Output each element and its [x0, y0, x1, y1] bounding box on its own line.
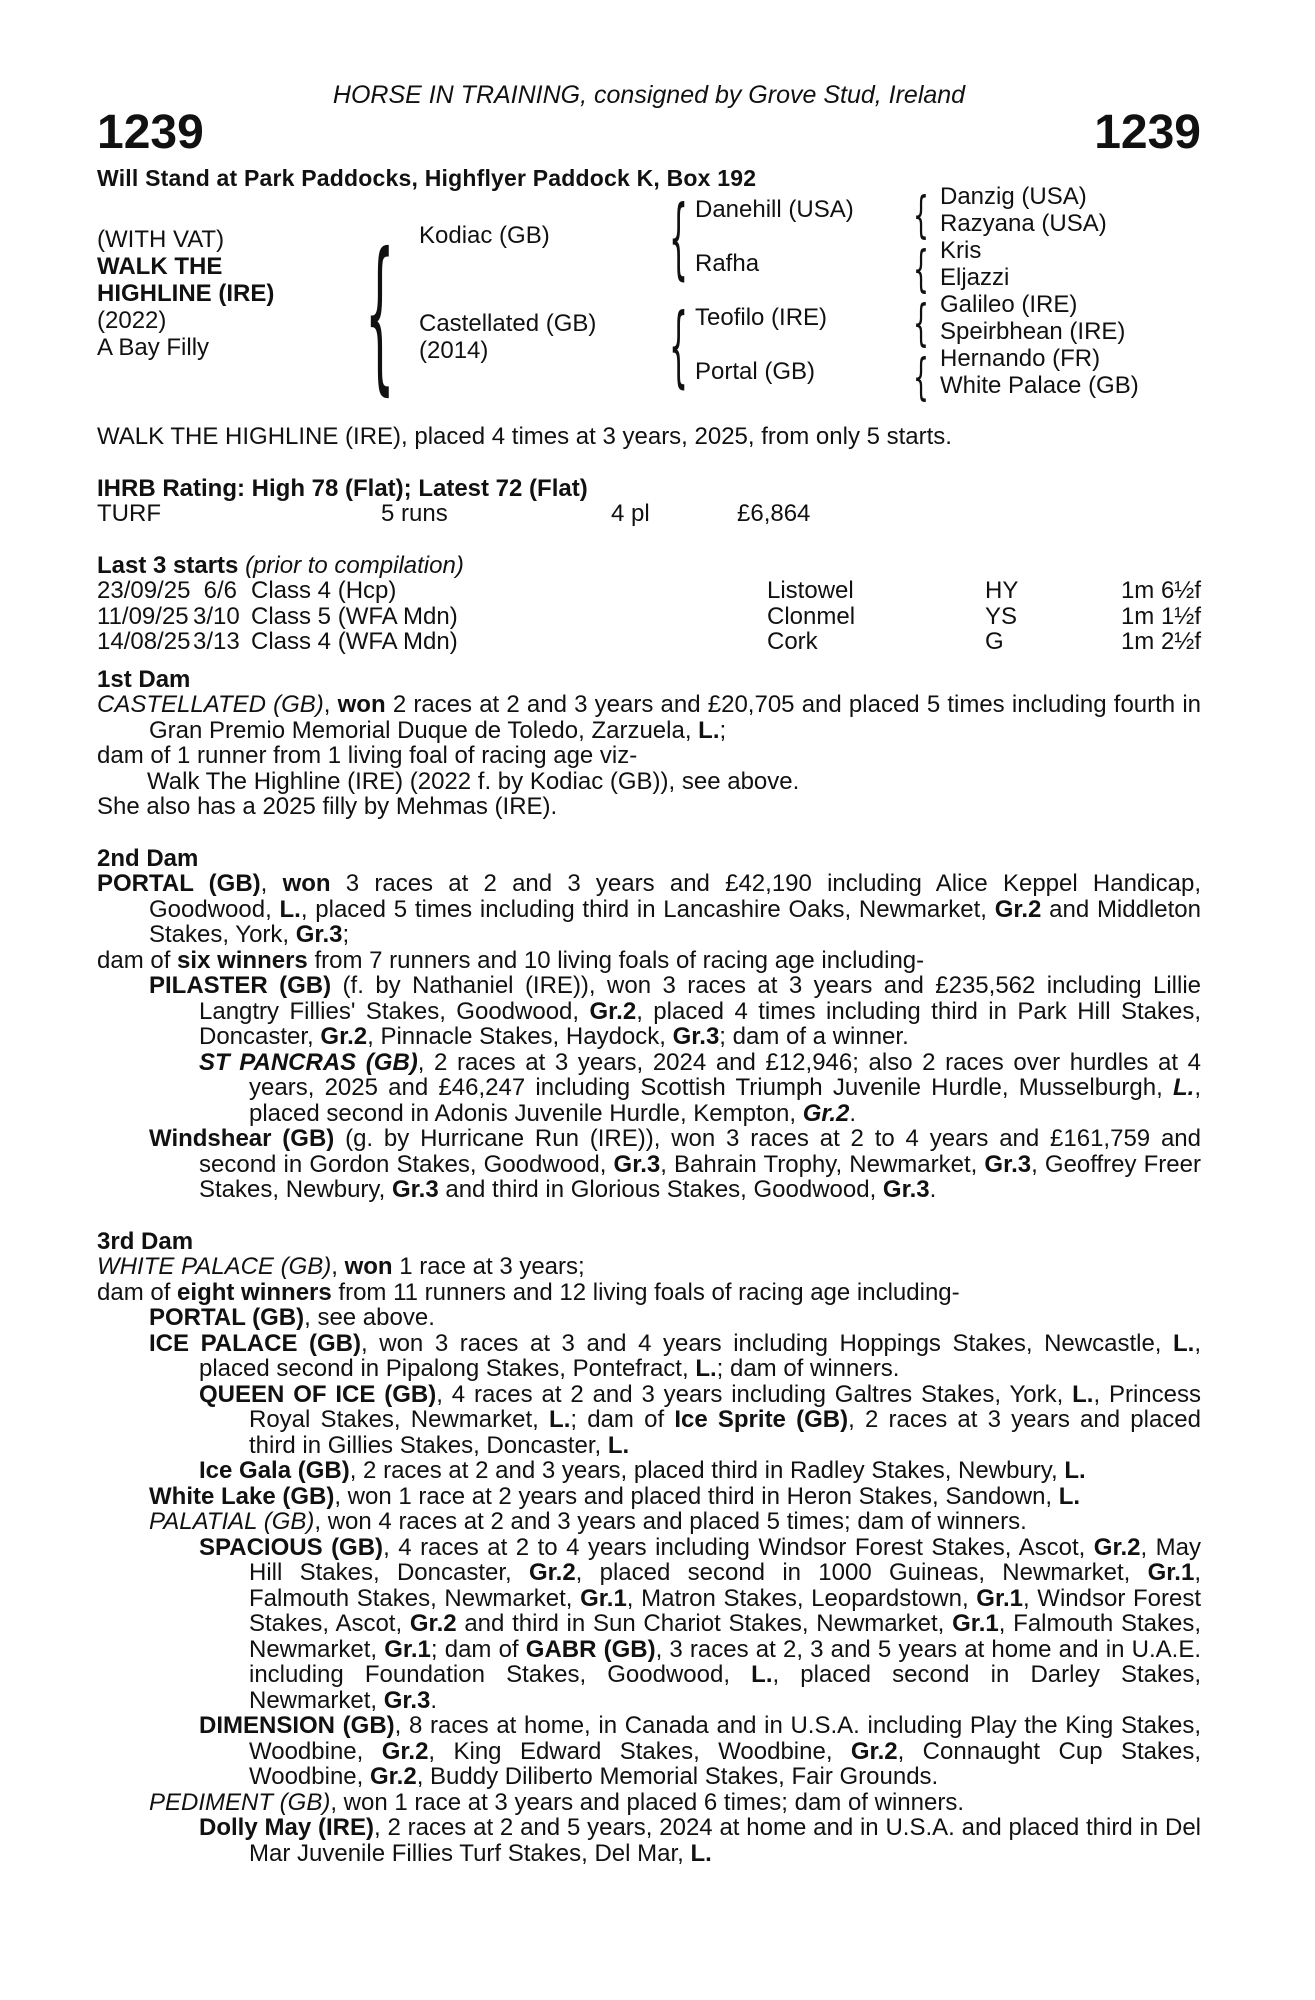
- listed-tag: L.: [279, 895, 301, 923]
- first-dam-heading: 1st Dam: [97, 665, 191, 693]
- start-position: 6/6: [203, 577, 237, 604]
- dam-name: Castellated (GB): [419, 310, 597, 337]
- produce-entry: [97, 1382, 1201, 1459]
- group-tag: Gr.2: [369, 1763, 417, 1790]
- sire-sire: Danehill (USA): [695, 196, 854, 223]
- ancestor-2: Razyana (USA): [940, 210, 1107, 237]
- record-text: ; dam of: [570, 1406, 675, 1433]
- listed-tag: L.: [1072, 1380, 1094, 1408]
- winners-count: six winners: [177, 946, 308, 974]
- brace-sire: {: [669, 186, 689, 289]
- listed-tag: L.: [690, 1839, 712, 1867]
- record-text: ; dam of: [430, 1635, 526, 1663]
- group-tag: Gr.1: [384, 1635, 431, 1663]
- listed-tag: L.: [1058, 1482, 1081, 1510]
- record-text: , Geoffrey Freer Stakes, Newbury,: [199, 1150, 1201, 1203]
- produce-name: Ice Gala (GB): [199, 1457, 350, 1484]
- produce-name: QUEEN OF ICE (GB): [199, 1380, 437, 1408]
- record-text: 3 races at 2 and 3 years and £42,190 including Alice Keppel Handicap, Goodwood,: [149, 870, 1201, 923]
- record-text: from 7 runners and 10 living foals of racing age including-: [307, 946, 925, 974]
- won-label: won: [337, 691, 386, 718]
- brace-dam: {: [669, 294, 689, 397]
- start-going: G: [985, 628, 1004, 655]
- produce-name: PEDIMENT (GB): [149, 1788, 331, 1816]
- record-text: , won 3 races at 3 and 4 years including Hoppings Stakes, Newcastle,: [361, 1329, 1174, 1357]
- start-distance: 1m 1½f: [1120, 602, 1201, 630]
- group-tag: Gr.2: [1093, 1533, 1141, 1561]
- won-label: won: [344, 1253, 393, 1280]
- starts-heading: Last 3 starts: [97, 551, 239, 579]
- record-text: from 11 runners and 12 living foals of racing age including-: [331, 1278, 960, 1306]
- starts-table: [97, 578, 1201, 655]
- record-text: , Princess Royal Stakes, Newmarket,: [249, 1380, 1202, 1433]
- vat-note: (WITH VAT): [97, 226, 225, 253]
- first-dam-name: CASTELLATED (GB): [97, 691, 324, 718]
- produce-entry: [97, 1790, 1201, 1816]
- brace-gen1: {: [365, 218, 395, 411]
- record-text: and third in Sun Chariot Stakes, Newmarket,: [456, 1610, 953, 1637]
- produce-entry: [97, 1126, 1201, 1203]
- start-date: 11/09/25: [97, 602, 189, 630]
- dam-sire: Teofilo (IRE): [695, 304, 828, 331]
- horse-year: (2022): [97, 307, 167, 334]
- catalogue-body: [97, 412, 1201, 1866]
- record-text: , 8 races at home, in Canada and in U.S.A. including Play the King Stakes, Woodbine,: [249, 1712, 1201, 1765]
- record-text: , 4 races at 2 and 3 years including Galtres Stakes, York,: [436, 1380, 1073, 1408]
- first-dam-foal: Walk The Highline (IRE) (2022 f. by Kodiac (GB)), see above.: [147, 767, 800, 795]
- record-text: (f. by Nathaniel (IRE)), won 3 races at 3 years and £235,562 including Lillie Langtry Fillies' Stakes, Goodwood,: [199, 972, 1201, 1025]
- second-dam-record: PORTAL (GB), won 3 races at 2 and 3 years and £42,190 including Alice Keppel Handicap, Goodwood, L., placed 5 times including third in Lancashire Oaks, Newmarket, Gr.2 and Middleton Stakes, York, Gr.3;: [97, 870, 1202, 948]
- lot-number-row: [97, 106, 1201, 160]
- catalogue-page: [97, 80, 1201, 1866]
- start-date: 23/09/25: [97, 577, 191, 604]
- start-course: Listowel: [767, 577, 854, 604]
- second-dam-produce: [97, 948, 1201, 974]
- group-tag: Gr.2: [528, 1559, 576, 1586]
- stand-location: Will Stand at Park Paddocks, Highflyer Paddock K, Box 192: [97, 165, 757, 191]
- record-text: .: [430, 1686, 438, 1714]
- group-tag: Gr.3: [882, 1176, 930, 1203]
- produce-entry: [97, 1484, 1201, 1510]
- record-text: , 2 races at 3 years, 2024 and £12,946; also 2 races over hurdles at 4 years, 2025 and £46,247 including Scottish Triumph Juvenile Hurdle, Musselburgh,: [249, 1048, 1201, 1101]
- start-date: 14/08/25: [97, 628, 191, 655]
- group-tag: Gr.2: [850, 1737, 898, 1765]
- group-tag: Gr.2: [589, 997, 637, 1025]
- winners-count: eight winners: [177, 1278, 332, 1306]
- rating-runs: 5 runs: [381, 500, 448, 527]
- record-text: (g. by Hurricane Run (IRE)), won 3 races at 2 to 4 years and £161,759 and second in Gordon Stakes, Goodwood,: [199, 1125, 1202, 1178]
- start-distance: 1m 6½f: [1120, 577, 1201, 604]
- group-tag: Gr.3: [984, 1150, 1032, 1178]
- pedigree-tree: [97, 183, 1201, 412]
- record-text: ;: [342, 921, 350, 948]
- record-text: , Connaught Cup Stakes, Woodbine,: [249, 1737, 1201, 1790]
- group-tag: Gr.3: [295, 921, 343, 948]
- horse-name-line1: WALK THE: [97, 253, 223, 280]
- listed-tag: L.: [698, 716, 720, 744]
- first-dam-text: 2 races at 2 and 3 years and £20,705 and placed 5 times including fourth in Gran Premio Memorial Duque de Toledo, Zarzuela,: [149, 691, 1202, 744]
- listed-tag: L.: [1064, 1457, 1086, 1484]
- produce-name: Ice Sprite (GB): [674, 1406, 849, 1433]
- record-text: , Pinnacle Stakes, Haydock,: [367, 1023, 673, 1050]
- produce-entry: [97, 973, 1201, 1050]
- record-text: , won 1 race at 3 years and placed 6 times; dam of winners.: [330, 1788, 964, 1816]
- produce-entry: [97, 1050, 1201, 1127]
- record-text: dam of: [97, 946, 178, 974]
- rating-row: [97, 501, 1201, 527]
- group-tag: Gr.3: [672, 1023, 720, 1050]
- brace-g3: {: [913, 294, 929, 352]
- rating-placed: 4 pl: [611, 500, 650, 527]
- record-text: , Windsor Forest Stakes, Ascot,: [249, 1584, 1202, 1637]
- consignment-line: HORSE IN TRAINING, consigned by Grove Stud, Ireland: [332, 81, 966, 109]
- record-text: , placed second in Darley Stakes, Newmarket,: [249, 1661, 1201, 1714]
- start-going: YS: [985, 602, 1018, 630]
- produce-name: Dolly May (IRE): [199, 1814, 374, 1841]
- produce-entry: [97, 1331, 1201, 1382]
- record-text: 1 race at 3 years;: [392, 1253, 585, 1280]
- first-dam-text: ;: [719, 716, 727, 744]
- produce-name: DIMENSION (GB): [199, 1712, 395, 1739]
- brace-g4: {: [913, 348, 929, 406]
- group-tag: Gr.3: [613, 1150, 661, 1178]
- produce-name: SPACIOUS (GB): [199, 1533, 384, 1561]
- produce-entry: [97, 1458, 1201, 1484]
- record-text: , placed 5 times including third in Lancashire Oaks, Newmarket,: [300, 895, 995, 923]
- group-tag: Gr.3: [383, 1686, 431, 1714]
- produce-name: PALATIAL (GB): [149, 1508, 315, 1535]
- record-text: .: [929, 1176, 937, 1203]
- lot-number-right: 1239: [1094, 106, 1201, 159]
- produce-name: PILASTER (GB): [149, 972, 332, 999]
- third-dam-produce: [97, 1280, 1201, 1306]
- group-tag: Gr.1: [1147, 1559, 1195, 1586]
- start-row: [97, 578, 1201, 604]
- won-label: won: [282, 870, 331, 897]
- record-text: , 3 races at 2, 3 and 5 years at home and in U.A.E. including Foundation Stakes, Goodwood,: [249, 1635, 1202, 1688]
- start-race: Class 4 (WFA Mdn): [251, 628, 458, 655]
- ancestor-7: Hernando (FR): [940, 345, 1101, 372]
- ancestor-3: Kris: [940, 237, 982, 264]
- race-summary: WALK THE HIGHLINE (IRE), placed 4 times at 3 years, 2025, from only 5 starts.: [97, 423, 952, 450]
- record-text: , 2 races at 2 and 3 years, placed third in Radley Stakes, Newbury,: [349, 1457, 1065, 1484]
- third-dam-name: WHITE PALACE (GB): [97, 1253, 332, 1280]
- lot-number-left: 1239: [97, 106, 204, 159]
- start-course: Clonmel: [767, 602, 856, 630]
- group-tag: Gr.1: [580, 1584, 627, 1612]
- record-text: , won 4 races at 2 and 3 years and placed 5 times; dam of winners.: [314, 1508, 1027, 1535]
- third-dam-record: WHITE PALACE (GB), won 1 race at 3 years;: [97, 1253, 585, 1280]
- start-race: Class 4 (Hcp): [251, 577, 397, 604]
- sire-dam: Rafha: [695, 250, 760, 277]
- group-tag: Gr.2: [381, 1737, 429, 1765]
- listed-tag: L.: [1173, 1329, 1195, 1357]
- first-dam-record: CASTELLATED (GB), won 2 races at 2 and 3 years and £20,705 and placed 5 times including fourth in Gran Premio Memorial Duque de Toledo, Zarzuela, L.;: [97, 691, 1202, 744]
- ancestor-5: Galileo (IRE): [940, 291, 1078, 318]
- starts-note: (prior to compilation): [245, 551, 464, 579]
- dam-year: (2014): [419, 337, 489, 364]
- produce-entry: [97, 1815, 1201, 1866]
- start-race: Class 5 (WFA Mdn): [251, 602, 458, 630]
- ancestor-8: White Palace (GB): [940, 372, 1139, 399]
- produce-name: White Lake (GB): [149, 1482, 335, 1510]
- record-text: , placed 4 times including third in Park Hill Stakes, Doncaster,: [199, 997, 1201, 1050]
- record-text: and Middleton Stakes, York,: [149, 895, 1202, 948]
- record-text: , May Hill Stakes, Doncaster,: [249, 1533, 1201, 1586]
- first-dam-produce: dam of 1 runner from 1 living foal of racing age viz-: [97, 742, 638, 769]
- group-tag: Gr.2: [320, 1023, 368, 1050]
- record-text: , King Edward Stakes, Woodbine,: [428, 1737, 851, 1765]
- ancestor-1: Danzig (USA): [940, 183, 1087, 210]
- third-dam-heading: 3rd Dam: [97, 1227, 194, 1255]
- rating-heading: IHRB Rating: High 78 (Flat); Latest 72 (Flat): [97, 474, 588, 502]
- start-row: [97, 604, 1201, 630]
- starts-heading-line: [97, 553, 1201, 579]
- ancestor-6: Speirbhean (IRE): [940, 318, 1126, 345]
- record-text: , placed second in Pipalong Stakes, Pontefract,: [199, 1329, 1202, 1382]
- rating-surface: TURF: [97, 500, 161, 527]
- produce-name: PORTAL (GB): [149, 1304, 305, 1331]
- second-dam-name: PORTAL (GB): [97, 870, 261, 897]
- brace-g2: {: [913, 240, 929, 298]
- sire-name: Kodiac (GB): [419, 222, 550, 249]
- record-text: .: [849, 1099, 857, 1127]
- first-dam-also: She also has a 2025 filly by Mehmas (IRE).: [97, 793, 558, 820]
- group-tag: Gr.2: [994, 895, 1042, 923]
- produce-name: GABR (GB): [525, 1635, 656, 1663]
- record-text: and third in Glorious Stakes, Goodwood,: [438, 1176, 883, 1203]
- record-text: , see above.: [304, 1304, 435, 1331]
- brace-g1: {: [913, 186, 929, 244]
- start-course: Cork: [767, 628, 818, 655]
- produce-entry: [97, 1509, 1201, 1535]
- group-tag: Gr.3: [391, 1176, 439, 1203]
- start-going: HY: [985, 577, 1019, 604]
- record-text: ; dam of a winner.: [719, 1023, 909, 1050]
- record-text: , Matron Stakes, Leopardstown,: [626, 1584, 977, 1612]
- produce-entry: [97, 1713, 1201, 1790]
- produce-name: ST PANCRAS (GB): [199, 1048, 418, 1076]
- listed-tag: L.: [1173, 1074, 1195, 1101]
- horse-description: A Bay Filly: [97, 334, 210, 361]
- group-tag: Gr.1: [976, 1584, 1023, 1612]
- rating-earnings: £6,864: [737, 500, 811, 527]
- record-text: , Bahrain Trophy, Newmarket,: [660, 1150, 985, 1178]
- group-tag: Gr.2: [409, 1610, 457, 1637]
- horse-name-line2: HIGHLINE (IRE): [97, 280, 275, 307]
- record-text: , Buddy Diliberto Memorial Stakes, Fair Grounds.: [416, 1763, 939, 1790]
- listed-tag: L.: [695, 1355, 717, 1382]
- record-text: dam of: [97, 1278, 178, 1306]
- listed-tag: L.: [607, 1431, 630, 1459]
- produce-entry: [97, 1305, 1201, 1331]
- group-tag: Gr.2: [802, 1099, 850, 1127]
- start-position: 3/13: [193, 628, 240, 655]
- group-tag: Gr.1: [952, 1610, 999, 1637]
- listed-tag: L.: [549, 1406, 571, 1433]
- record-text: , 4 races at 2 to 4 years including Windsor Forest Stakes, Ascot,: [383, 1533, 1094, 1561]
- produce-name: Windshear (GB): [149, 1125, 335, 1152]
- record-text: ; dam of winners.: [716, 1355, 900, 1382]
- record-text: , placed second in 1000 Guineas, Newmarket,: [575, 1559, 1148, 1586]
- produce-entry: [97, 1535, 1201, 1714]
- start-position: 3/10: [193, 602, 240, 630]
- listed-tag: L.: [751, 1661, 773, 1688]
- second-dam-heading: 2nd Dam: [97, 844, 199, 872]
- record-text: , Falmouth Stakes, Newmarket,: [249, 1559, 1201, 1612]
- produce-name: ICE PALACE (GB): [149, 1329, 362, 1357]
- ancestor-4: Eljazzi: [940, 264, 1010, 291]
- start-row: [97, 629, 1201, 655]
- record-text: , placed second in Adonis Juvenile Hurdle, Kempton,: [249, 1074, 1201, 1127]
- record-text: , 2 races at 3 years and placed third in Gillies Stakes, Doncaster,: [249, 1406, 1202, 1459]
- start-distance: 1m 2½f: [1120, 628, 1201, 655]
- record-text: , Falmouth Stakes, Newmarket,: [249, 1610, 1201, 1663]
- dam-dam: Portal (GB): [695, 358, 816, 385]
- record-text: , 2 races at 2 and 5 years, 2024 at home and in U.S.A. and placed third in Del Mar Juvenile Fillies Turf Stakes, Del Mar,: [249, 1814, 1201, 1867]
- record-text: , won 1 race at 2 years and placed third in Heron Stakes, Sandown,: [334, 1482, 1059, 1510]
